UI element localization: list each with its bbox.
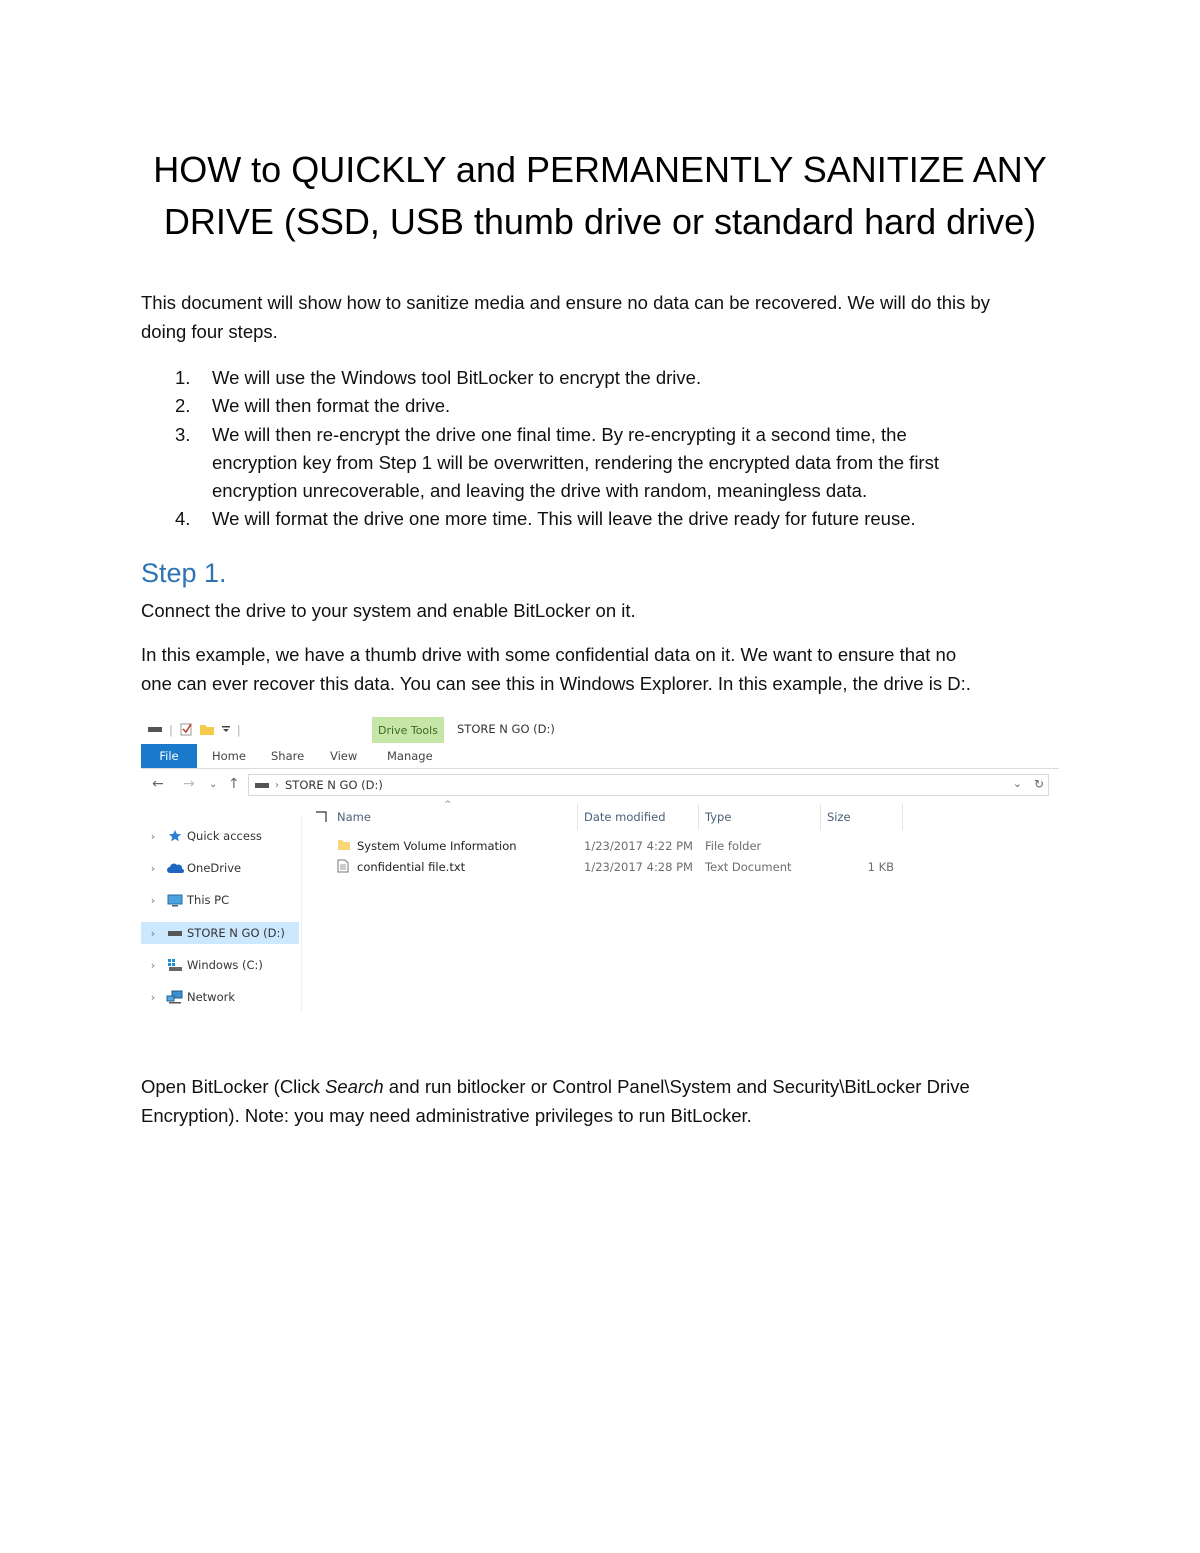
tab-home[interactable]: Home bbox=[212, 749, 246, 763]
step-1-heading: Step 1. bbox=[141, 558, 227, 588]
open-line-1-end: and run bitlocker or Control Panel\System and Security\BitLocker Drive bbox=[383, 1076, 970, 1097]
back-arrow-icon[interactable]: ← bbox=[152, 776, 164, 792]
file-name[interactable]: confidential file.txt bbox=[357, 860, 466, 874]
step-item bbox=[141, 505, 1041, 533]
expand-chevron-icon[interactable]: › bbox=[150, 829, 156, 843]
nav-item-this-pc[interactable] bbox=[141, 889, 299, 911]
tab-file[interactable]: File bbox=[141, 744, 197, 768]
step-item bbox=[141, 421, 1041, 506]
new-folder-icon[interactable] bbox=[199, 722, 215, 739]
nav-item-label: Windows (C:) bbox=[187, 958, 263, 972]
navigation-pane bbox=[141, 816, 302, 1012]
network-icon bbox=[165, 990, 185, 1004]
file-type: Text Document bbox=[705, 860, 792, 874]
column-divider[interactable] bbox=[820, 804, 821, 830]
file-date: 1/23/2017 4:28 PM bbox=[584, 860, 693, 874]
file-name[interactable]: System Volume Information bbox=[357, 839, 517, 853]
open-line-1 bbox=[141, 1073, 1071, 1102]
step-text: We will then format the drive. bbox=[212, 395, 451, 417]
step-number: 1. bbox=[175, 367, 191, 388]
step-text: encryption key from Step 1 will be overwritten, rendering the encrypted data from the first bbox=[212, 451, 939, 473]
expand-chevron-icon[interactable]: › bbox=[150, 926, 156, 940]
nav-item-onedrive[interactable] bbox=[141, 857, 299, 879]
select-all-corner-icon[interactable] bbox=[315, 804, 327, 830]
address-bar[interactable] bbox=[248, 774, 1049, 796]
step-text: We will then re-encrypt the drive one final time. By re-encrypting it a second time, the bbox=[212, 423, 907, 445]
address-dropdown-icon[interactable]: ⌄ bbox=[1012, 777, 1022, 790]
step-text: We will use the Windows tool BitLocker to encrypt the drive. bbox=[212, 367, 702, 388]
example-paragraph bbox=[141, 641, 1071, 698]
drive-icon[interactable] bbox=[147, 723, 163, 737]
open-bitlocker-paragraph bbox=[141, 1073, 1071, 1130]
example-line-1: In this example, we have a thumb drive with some confidential data on it. We want to ensure that no bbox=[141, 644, 957, 665]
tab-share[interactable]: Share bbox=[271, 749, 305, 763]
address-path[interactable]: STORE N GO (D:) bbox=[285, 778, 383, 792]
open-line-2: Encryption). Note: you may need administrative privileges to run BitLocker. bbox=[141, 1104, 752, 1126]
window-title: STORE N GO (D:) bbox=[457, 722, 555, 736]
step-item bbox=[141, 364, 1041, 392]
properties-icon[interactable] bbox=[179, 722, 193, 739]
windows-drive-icon bbox=[165, 958, 185, 972]
explorer-screenshot bbox=[141, 712, 1059, 1012]
forward-arrow-icon[interactable]: → bbox=[183, 776, 195, 792]
step-number: 3. bbox=[175, 423, 191, 445]
expand-chevron-icon[interactable]: › bbox=[150, 893, 156, 907]
navigation-bar bbox=[141, 774, 1059, 796]
nav-item-network[interactable] bbox=[141, 986, 299, 1008]
folder-icon bbox=[337, 838, 351, 854]
intro-paragraph bbox=[141, 289, 1071, 346]
step-number: 4. bbox=[175, 508, 191, 530]
customize-dropdown-icon[interactable] bbox=[221, 723, 231, 737]
nav-item-label: This PC bbox=[187, 893, 230, 907]
file-row[interactable] bbox=[311, 837, 1059, 857]
intro-line-2: doing four steps. bbox=[141, 320, 278, 342]
step-text: encryption unrecoverable, and leaving the drive with random, meaningless data. bbox=[212, 480, 868, 502]
nav-item-windows-c[interactable] bbox=[141, 954, 299, 976]
file-date: 1/23/2017 4:22 PM bbox=[584, 839, 693, 853]
title-line-2: DRIVE (SSD, USB thumb drive or standard hard drive) bbox=[163, 201, 1037, 242]
column-divider[interactable] bbox=[698, 804, 699, 830]
tab-view[interactable]: View bbox=[330, 749, 358, 763]
monitor-icon bbox=[165, 894, 185, 907]
column-header-date[interactable]: Date modified bbox=[584, 810, 666, 824]
column-header-size[interactable]: Size bbox=[827, 810, 851, 824]
file-size: 1 KB bbox=[867, 860, 894, 874]
file-list bbox=[311, 800, 1059, 1004]
column-header-type[interactable]: Type bbox=[705, 810, 732, 824]
cloud-icon bbox=[165, 862, 185, 874]
breadcrumb-chevron-icon[interactable]: › bbox=[275, 779, 279, 791]
open-line-1-start: Open BitLocker (Click bbox=[141, 1076, 326, 1097]
expand-chevron-icon[interactable]: › bbox=[150, 861, 156, 875]
column-header-name[interactable]: Name bbox=[337, 810, 371, 824]
column-divider[interactable] bbox=[577, 804, 578, 830]
tab-manage[interactable]: Manage bbox=[387, 749, 433, 763]
expand-chevron-icon[interactable]: › bbox=[150, 990, 156, 1004]
nav-item-label: OneDrive bbox=[187, 861, 242, 875]
expand-chevron-icon[interactable]: › bbox=[150, 958, 156, 972]
steps-list bbox=[141, 364, 1041, 534]
nav-item-store-n-go[interactable] bbox=[141, 922, 299, 944]
nav-item-label: STORE N GO (D:) bbox=[187, 926, 285, 940]
file-type: File folder bbox=[705, 839, 762, 853]
toolbar-divider: | bbox=[236, 723, 241, 737]
file-row[interactable] bbox=[311, 858, 1059, 878]
refresh-icon[interactable]: ↻ bbox=[1033, 777, 1044, 791]
text-file-icon bbox=[337, 859, 349, 876]
nav-item-label: Network bbox=[187, 990, 236, 1004]
up-arrow-icon[interactable]: ↑ bbox=[228, 776, 240, 792]
step-1-instruction: Connect the drive to your system and enable BitLocker on it. bbox=[141, 600, 636, 621]
column-divider[interactable] bbox=[902, 804, 903, 830]
drive-tools-contextual-tab[interactable]: Drive Tools bbox=[372, 717, 444, 743]
nav-item-quick-access[interactable] bbox=[141, 825, 299, 847]
step-number: 2. bbox=[175, 395, 191, 417]
star-icon bbox=[165, 829, 185, 843]
ribbon-tabs bbox=[141, 744, 1059, 769]
sort-indicator-icon: ^ bbox=[444, 800, 452, 810]
document-title bbox=[140, 144, 1060, 248]
intro-line-1: This document will show how to sanitize media and ensure no data can be recovered. We will do this by bbox=[141, 292, 991, 313]
recent-locations-chevron-icon[interactable]: ⌄ bbox=[209, 779, 218, 790]
title-line-1: HOW to QUICKLY and PERMANENTLY SANITIZE ANY bbox=[153, 149, 1047, 190]
nav-item-label: Quick access bbox=[187, 829, 262, 843]
example-line-2: one can ever recover this data. You can see this in Windows Explorer. In this example, the drive is D:. bbox=[141, 672, 971, 694]
step-item bbox=[141, 392, 1041, 420]
step-text: We will format the drive one more time. This will leave the drive ready for future reuse. bbox=[212, 508, 916, 530]
quick-access-toolbar bbox=[147, 720, 241, 740]
address-drive-icon bbox=[255, 778, 269, 792]
drive-icon bbox=[165, 929, 185, 937]
toolbar-divider: | bbox=[169, 723, 173, 737]
search-term: Search bbox=[325, 1076, 384, 1097]
